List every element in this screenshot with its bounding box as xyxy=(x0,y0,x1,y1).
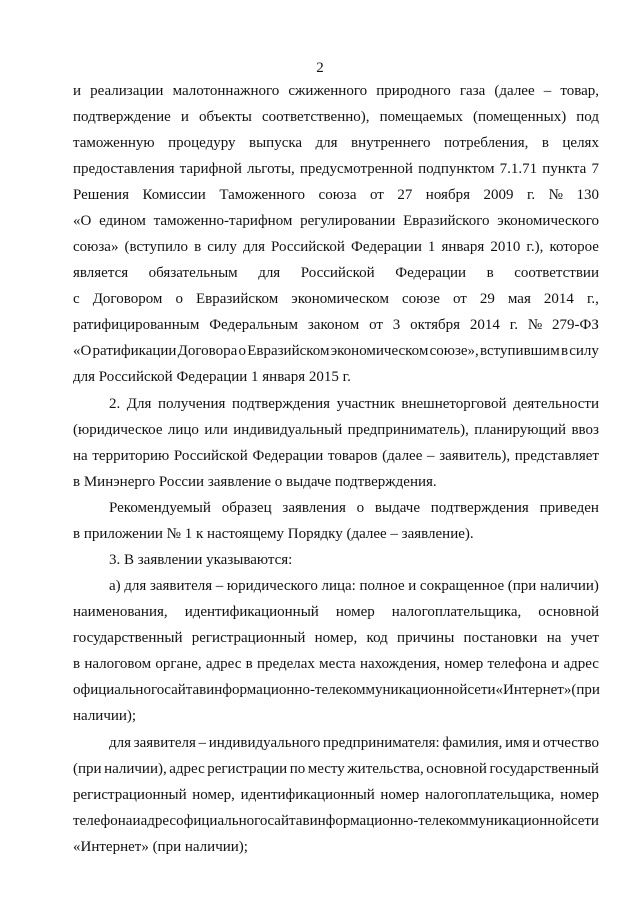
word: товаров xyxy=(328,448,378,464)
word: органе, xyxy=(155,656,202,672)
word: Евразийском xyxy=(195,291,279,307)
word: для xyxy=(315,135,338,151)
word: 2014 xyxy=(469,317,500,333)
word: ратифицированным xyxy=(73,317,200,333)
text-line xyxy=(73,160,599,178)
word: экономического xyxy=(497,213,599,229)
word: а) xyxy=(109,578,121,594)
word: жительства, xyxy=(347,761,424,777)
word: объекты xyxy=(198,109,252,125)
word: основной xyxy=(538,604,599,620)
word: № xyxy=(527,317,543,333)
word: идентификационный xyxy=(240,787,375,803)
word: заявителя xyxy=(149,578,213,594)
word: представляет xyxy=(514,448,599,464)
word: является xyxy=(73,265,129,281)
word: адрес xyxy=(140,813,177,829)
word: Федерации xyxy=(351,239,422,255)
word: фамилия, xyxy=(442,735,503,751)
word: планирующий xyxy=(474,422,567,438)
word: целях xyxy=(562,135,599,151)
word: о xyxy=(175,291,183,307)
word: г. xyxy=(526,187,536,203)
word: Российской xyxy=(173,448,248,464)
word: деятельности xyxy=(513,396,599,412)
word: территорию xyxy=(92,448,170,464)
word: союзе xyxy=(402,291,440,307)
word: полное xyxy=(359,578,405,594)
word: индивидуальный xyxy=(233,422,343,438)
word: «О xyxy=(73,213,92,229)
word: обязательным xyxy=(148,265,238,281)
text-line xyxy=(109,499,599,517)
word: наличии), xyxy=(104,761,167,777)
word: идентификационный xyxy=(184,604,319,620)
word: для xyxy=(124,578,147,594)
word: налогоплательщика, xyxy=(424,787,555,803)
word: октября xyxy=(410,317,461,333)
word: регистрации xyxy=(207,761,288,777)
text-line xyxy=(73,786,599,804)
word: 2010 xyxy=(490,239,521,255)
word: в xyxy=(541,135,549,151)
word: официального xyxy=(176,813,268,829)
word: лица: xyxy=(321,578,356,594)
word: – xyxy=(543,83,552,99)
word: заявителя xyxy=(133,735,196,751)
word: и xyxy=(408,578,417,594)
word: выдаче xyxy=(374,500,420,516)
word: ноября xyxy=(425,187,470,203)
word: заявления xyxy=(282,500,346,516)
text-line xyxy=(73,108,599,126)
word: получения xyxy=(157,396,226,412)
word: индивидуального xyxy=(208,735,321,751)
word: Федерации xyxy=(395,265,467,281)
word: предоставления xyxy=(73,161,175,177)
word: постановки xyxy=(463,630,538,646)
text-line xyxy=(73,264,599,282)
word: таможенно-тарифном xyxy=(153,213,293,229)
word: (далее xyxy=(494,83,535,99)
text-line: «Интернет» (при наличии); xyxy=(73,839,248,855)
word: внешнеторговой xyxy=(401,396,507,412)
word: подтверждения xyxy=(430,500,529,516)
word: соответствии xyxy=(514,265,599,281)
word: 7 xyxy=(591,161,599,177)
word: (вступило xyxy=(124,239,189,255)
word: участник xyxy=(336,396,395,412)
text-line xyxy=(73,603,599,621)
word: Федеральным xyxy=(209,317,299,333)
text-line xyxy=(73,447,599,465)
word: 279-ФЗ xyxy=(552,317,599,333)
word: наименования, xyxy=(73,604,168,620)
text-line: в приложении № 1 к настоящему Порядку (далее – заявление). xyxy=(73,526,474,542)
word: 2009 xyxy=(483,187,514,203)
text-line xyxy=(109,734,599,752)
word: сайта xyxy=(164,682,200,698)
word: силу xyxy=(569,343,599,359)
word: Федерации xyxy=(252,448,324,464)
word: лицо xyxy=(167,422,199,438)
word: Российской xyxy=(300,265,375,281)
text-line xyxy=(73,655,599,673)
word: газа xyxy=(459,83,486,99)
word: 2014 xyxy=(543,291,574,307)
word: в xyxy=(199,682,207,698)
word: малотоннажного xyxy=(172,83,280,99)
word: для xyxy=(258,265,281,281)
word: г.), xyxy=(526,239,544,255)
word: и xyxy=(532,735,541,751)
word: основной xyxy=(426,761,487,777)
word: регулировании xyxy=(300,213,396,229)
word: сайта xyxy=(267,813,303,829)
word: мая xyxy=(507,291,531,307)
word: адрес xyxy=(169,761,205,777)
word: в xyxy=(194,239,202,255)
word: адрес xyxy=(563,656,599,672)
word: г. xyxy=(509,317,518,333)
word: номер, xyxy=(192,787,235,803)
word: подпунктом xyxy=(418,161,495,177)
word: или xyxy=(204,422,228,438)
text-line xyxy=(73,134,599,152)
text-line xyxy=(109,395,599,413)
word: имя xyxy=(505,735,530,751)
text-line xyxy=(73,186,599,204)
word: 29 xyxy=(479,291,495,307)
word: приведен xyxy=(539,500,599,516)
word: 3 xyxy=(392,317,401,333)
word: для xyxy=(242,239,265,255)
word: «Интернет» xyxy=(495,682,572,698)
word: 2. xyxy=(109,396,121,412)
word: г., xyxy=(586,291,599,307)
word: экономическом xyxy=(291,291,389,307)
word: от xyxy=(453,291,467,307)
word: Таможенного xyxy=(219,187,306,203)
word: тарифной xyxy=(179,161,242,177)
word: предусмотренной xyxy=(299,161,413,177)
word: 27 xyxy=(397,187,413,203)
text-line xyxy=(73,760,599,778)
word: под xyxy=(576,109,599,125)
word: Евразийского xyxy=(403,213,490,229)
word: сети xyxy=(570,813,599,829)
word: льготы, xyxy=(246,161,295,177)
word: причины xyxy=(397,630,455,646)
word: сжиженного xyxy=(288,83,368,99)
word: для xyxy=(109,735,132,751)
text-line: наличии); xyxy=(73,708,137,724)
word: января xyxy=(441,239,485,255)
word: (при xyxy=(507,578,537,594)
word: и xyxy=(132,813,141,829)
word: Договора xyxy=(177,343,238,359)
word: юридического xyxy=(226,578,318,594)
word: союзе», xyxy=(429,343,479,359)
word: наличии) xyxy=(539,578,599,594)
text-line: 3. В заявлении указываются: xyxy=(109,552,293,568)
word: 1 xyxy=(427,239,436,255)
word: регистрационный xyxy=(73,787,187,803)
text-line xyxy=(73,290,599,308)
word: ввоз xyxy=(571,422,599,438)
word: официального xyxy=(73,682,165,698)
word: которое xyxy=(549,239,599,255)
word: № xyxy=(548,187,563,203)
word: товар, xyxy=(560,83,599,99)
word: потребления, xyxy=(444,135,529,151)
word: помещаемых xyxy=(379,109,463,125)
word: Решения xyxy=(73,187,129,203)
word: государственный xyxy=(73,630,183,646)
word: адрес xyxy=(205,656,242,672)
word: налогоплательщика, xyxy=(391,604,522,620)
word: на xyxy=(546,630,562,646)
word: (при xyxy=(571,682,600,698)
word: 7.1.71 xyxy=(499,161,538,177)
word: места xyxy=(319,656,356,672)
word: законом xyxy=(307,317,360,333)
word: в xyxy=(486,265,494,281)
word: внутреннего xyxy=(351,135,431,151)
word: предпринимателя: xyxy=(323,735,440,751)
word: «О xyxy=(73,343,92,359)
word: отчество xyxy=(542,735,599,751)
word: процедуру xyxy=(168,135,236,151)
word: в xyxy=(560,343,569,359)
word: союза xyxy=(318,187,357,203)
word: в xyxy=(73,656,81,672)
word: номер, xyxy=(314,630,358,646)
text-line: для Российской Федерации 1 января 2015 г. xyxy=(73,369,351,385)
word: – xyxy=(215,578,224,594)
word: учет xyxy=(570,630,599,646)
word: телефона xyxy=(487,656,547,672)
word: подтверждения xyxy=(232,396,331,412)
word: с xyxy=(73,291,80,307)
text-line xyxy=(73,316,599,334)
word: ратификации xyxy=(92,343,177,359)
word: – xyxy=(198,735,207,751)
text-line xyxy=(73,238,599,256)
word: предприниматель), xyxy=(347,422,469,438)
word: информационно-телекоммуникационной xyxy=(206,682,468,698)
text-line xyxy=(73,82,599,100)
text-line xyxy=(73,342,599,360)
text-line xyxy=(73,681,599,699)
word: пределах xyxy=(256,656,315,672)
word: Комиссии xyxy=(142,187,206,203)
word: (далее xyxy=(382,448,423,464)
word: номер xyxy=(444,656,484,672)
word: и xyxy=(551,656,560,672)
word: пункта xyxy=(542,161,587,177)
word: о xyxy=(238,343,247,359)
word: от xyxy=(369,317,383,333)
word: в xyxy=(245,656,253,672)
page-number: 2 xyxy=(316,60,324,76)
text-line: в Минэнерго России заявление о выдаче подтверждения. xyxy=(73,474,437,490)
word: заявитель), xyxy=(439,448,511,464)
word: Российской xyxy=(271,239,345,255)
word: 130 xyxy=(576,187,599,203)
word: (при xyxy=(73,761,102,777)
text-line xyxy=(73,629,599,647)
word: (юридическое xyxy=(73,422,163,438)
word: телефона xyxy=(73,813,133,829)
text-line xyxy=(73,421,599,439)
word: номер xyxy=(560,787,599,803)
word: сокращенное xyxy=(419,578,505,594)
word: соответственно), xyxy=(261,109,370,125)
word: подтверждение xyxy=(73,109,171,125)
word: таможенную xyxy=(73,135,155,151)
word: по xyxy=(289,761,306,777)
word: экономическом xyxy=(330,343,429,359)
word: номер xyxy=(380,787,420,803)
word: в xyxy=(302,813,310,829)
word: – xyxy=(427,448,435,464)
word: (помещенных) xyxy=(472,109,567,125)
word: природного xyxy=(376,83,451,99)
word: код xyxy=(366,630,388,646)
word: Для xyxy=(126,396,152,412)
word: сети xyxy=(467,682,496,698)
word: регистрационный xyxy=(191,630,306,646)
word: едином xyxy=(99,213,146,229)
word: Рекомендуемый xyxy=(109,500,211,516)
word: номер xyxy=(335,604,375,620)
word: выпуска xyxy=(249,135,303,151)
word: силу xyxy=(207,239,237,255)
word: союза» xyxy=(73,239,119,255)
text-line xyxy=(73,212,599,230)
word: Договором xyxy=(92,291,163,307)
text-line xyxy=(109,577,599,595)
word: образец xyxy=(221,500,272,516)
word: вступившим xyxy=(480,343,560,359)
word: информационно-телекоммуникационной xyxy=(309,813,571,829)
word: на xyxy=(73,448,88,464)
word: и xyxy=(180,109,189,125)
word: о xyxy=(356,500,365,516)
word: нахождения, xyxy=(359,656,441,672)
word: государственный xyxy=(489,761,599,777)
text-line xyxy=(73,812,599,830)
word: Евразийском xyxy=(247,343,330,359)
word: и xyxy=(73,83,82,99)
word: месту xyxy=(307,761,345,777)
word: налоговом xyxy=(84,656,152,672)
word: от xyxy=(369,187,384,203)
word: реализации xyxy=(90,83,164,99)
